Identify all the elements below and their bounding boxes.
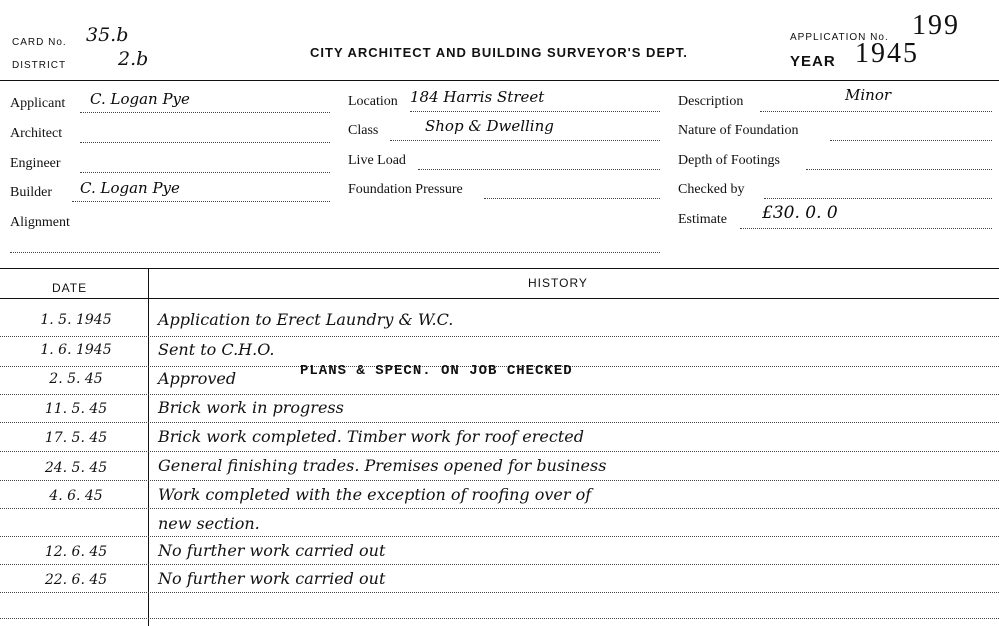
history-top-rule	[0, 268, 999, 269]
location-value: 184 Harris Street	[410, 88, 545, 106]
history-date: 1. 5. 1945	[40, 312, 112, 328]
history-entry: Brick work completed. Timber work for roof erected	[158, 427, 584, 446]
nature-line	[830, 140, 992, 141]
engineer-line	[80, 172, 330, 173]
dept-title: CITY ARCHITECT AND BUILDING SURVEYOR'S DEPT.	[310, 45, 688, 60]
description-label: Description	[678, 94, 744, 109]
location-line	[410, 111, 660, 112]
row-line	[0, 618, 999, 619]
nature-of-foundation-label: Nature of Foundation	[678, 123, 799, 138]
row-line	[0, 536, 999, 537]
applicant-value: C. Logan Pye	[90, 90, 190, 108]
year-value: 1945	[855, 38, 919, 69]
card-no-value: 35.b	[86, 24, 129, 46]
date-column-divider	[148, 268, 149, 626]
history-entry: Approved	[158, 369, 237, 388]
history-date: 1. 6. 1945	[40, 342, 112, 358]
year-label: YEAR	[790, 53, 836, 70]
history-entry: No further work carried out	[158, 569, 386, 588]
foundation-pressure-label: Foundation Pressure	[348, 182, 463, 197]
history-entry: Work completed with the exception of roofing over of	[158, 485, 592, 504]
row-line	[0, 336, 999, 337]
history-entry: No further work carried out	[158, 541, 386, 560]
checked-by-label: Checked by	[678, 182, 745, 197]
history-date: 24. 5. 45	[44, 460, 108, 476]
applicant-line	[80, 112, 330, 113]
district-value: 2.b	[118, 48, 149, 70]
history-date: 12. 6. 45	[44, 544, 108, 560]
architect-line	[80, 142, 330, 143]
row-line	[0, 451, 999, 452]
history-entry: General finishing trades. Premises opened for business	[158, 456, 607, 475]
row-line	[0, 480, 999, 481]
class-value: Shop & Dwelling	[425, 117, 554, 135]
estimate-label: Estimate	[678, 212, 727, 227]
location-label: Location	[348, 94, 398, 109]
history-date: 2. 5. 45	[49, 371, 103, 387]
builder-line	[72, 201, 330, 202]
history-date: 4. 6. 45	[49, 488, 103, 504]
date-column-header: DATE	[52, 281, 88, 295]
application-label: APPLICATION No.	[790, 32, 889, 43]
depth-line	[806, 169, 992, 170]
history-date: 22. 6. 45	[44, 572, 108, 588]
application-number: 199	[912, 10, 960, 41]
builder-label: Builder	[10, 185, 52, 200]
description-line	[760, 111, 992, 112]
architect-label: Architect	[10, 126, 63, 141]
alignment-label: Alignment	[10, 215, 70, 230]
history-entry: Sent to C.H.O.	[158, 340, 275, 359]
live-load-line	[418, 169, 660, 170]
description-value: Minor	[845, 86, 892, 104]
history-entry: Brick work in progress	[158, 398, 344, 417]
history-date: 17. 5. 45	[44, 430, 108, 446]
row-line	[0, 592, 999, 593]
row-line	[0, 564, 999, 565]
district-label: DISTRICT	[12, 60, 67, 71]
builder-value: C. Logan Pye	[80, 179, 180, 197]
history-entry: Application to Erect Laundry & W.C.	[158, 310, 454, 329]
row-line	[0, 422, 999, 423]
class-label: Class	[348, 123, 379, 138]
live-load-label: Live Load	[348, 153, 406, 168]
header-rule	[0, 80, 999, 81]
depth-of-footings-label: Depth of Footings	[678, 153, 780, 168]
history-column-header: HISTORY	[528, 276, 588, 290]
class-line	[390, 140, 660, 141]
applicant-label: Applicant	[10, 96, 66, 111]
history-date: 11. 5. 45	[44, 401, 108, 417]
estimate-line	[740, 228, 992, 229]
history-header-rule	[0, 298, 999, 299]
foundation-pressure-line	[484, 198, 660, 199]
estimate-value: £30. 0. 0	[762, 203, 838, 223]
card-no-label: CARD No.	[12, 37, 67, 48]
engineer-label: Engineer	[10, 156, 61, 171]
checked-line	[764, 198, 992, 199]
row-line	[0, 394, 999, 395]
history-entry: new section.	[158, 514, 260, 533]
row-line	[0, 508, 999, 509]
alignment-line	[10, 252, 660, 253]
inspection-stamp: PLANS & SPECN. ON JOB CHECKED	[300, 363, 573, 379]
